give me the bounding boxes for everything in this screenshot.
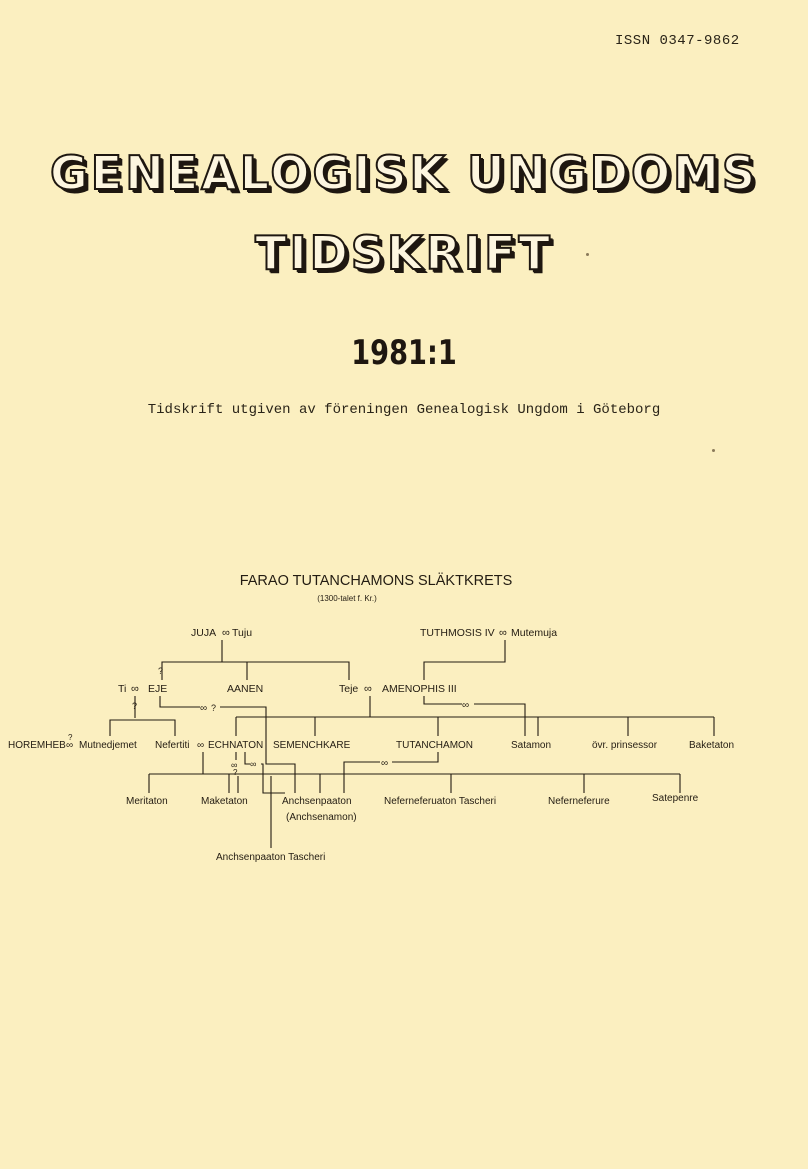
question-mark: ? — [158, 666, 164, 676]
person-juja: JUJA — [191, 627, 217, 639]
person-echnaton: ECHNATON — [208, 740, 264, 751]
question-mark: ? — [233, 768, 238, 777]
person-tuju: Tuju — [232, 627, 253, 639]
family-tree — [0, 560, 808, 880]
issn-number: ISSN 0347-9862 — [615, 33, 740, 49]
person-tutanchamon: TUTANCHAMON — [396, 740, 474, 751]
paper-speck — [712, 449, 715, 452]
person-neferneferuaton: Neferneferuaton Tascheri — [384, 796, 497, 807]
person-aanen: AANEN — [227, 683, 264, 695]
person-meritaton: Meritaton — [126, 796, 168, 807]
person-anchsenpaaton-tascheri: Anchsenpaaton Tascheri — [216, 852, 326, 863]
person-satepenre: Satepenre — [652, 793, 699, 804]
person-semenchkare: SEMENCHKARE — [273, 740, 351, 751]
person-tuthmosis: TUTHMOSIS IV — [420, 627, 495, 639]
paper-speck — [586, 253, 589, 256]
marriage-symbol: ∞ — [250, 759, 257, 769]
marriage-symbol: ∞ — [381, 758, 389, 769]
marriage-symbol: ∞ — [499, 627, 507, 639]
person-satamon: Satamon — [511, 740, 552, 751]
tree-subheading: (1300-talet f. Kr.) — [317, 594, 377, 603]
person-horemheb: HOREMHEB — [8, 740, 66, 751]
person-ovr-prinsessor: övr. prinsessor — [592, 740, 658, 751]
person-teje: Teje — [339, 683, 359, 695]
person-neferneferure: Neferneferure — [548, 796, 610, 807]
person-anchsenpaaton: Anchsenpaaton — [282, 796, 352, 807]
person-mutemuja: Mutemuja — [511, 627, 558, 639]
issue-number: 1981:1 — [351, 333, 457, 373]
question-mark: ? — [211, 703, 217, 713]
marriage-symbol: ∞ — [200, 703, 208, 714]
person-maketaton: Maketaton — [201, 796, 248, 807]
person-mutnedjemet: Mutnedjemet — [79, 740, 137, 751]
marriage-symbol: ∞ — [364, 683, 372, 695]
person-nefertiti: Nefertiti — [155, 740, 190, 751]
person-amenophis: AMENOPHIS III — [382, 683, 457, 695]
title-line-2: TIDSKRIFT — [255, 226, 553, 280]
person-anchsenamon: (Anchsenamon) — [286, 812, 357, 823]
question-mark: ? — [132, 701, 138, 711]
marriage-symbol: ∞ — [66, 740, 74, 751]
marriage-symbol: ∞ — [231, 760, 238, 770]
marriage-symbol: ∞ — [197, 740, 205, 751]
title-line-1: GENEALOGISK UNGDOMS — [50, 146, 758, 200]
marriage-symbol: ∞ — [131, 683, 139, 695]
marriage-symbol: ∞ — [462, 700, 470, 711]
subtitle: Tidskrift utgiven av föreningen Genealogisk Ungdom i Göteborg — [147, 402, 661, 418]
person-eje: EJE — [148, 683, 168, 695]
marriage-symbol: ∞ — [222, 627, 230, 639]
question-mark: ? — [68, 733, 73, 742]
person-ti: Ti — [118, 683, 127, 695]
person-baketaton: Baketaton — [689, 740, 735, 751]
tree-heading: FARAO TUTANCHAMONS SLÄKTKRETS — [239, 573, 513, 589]
